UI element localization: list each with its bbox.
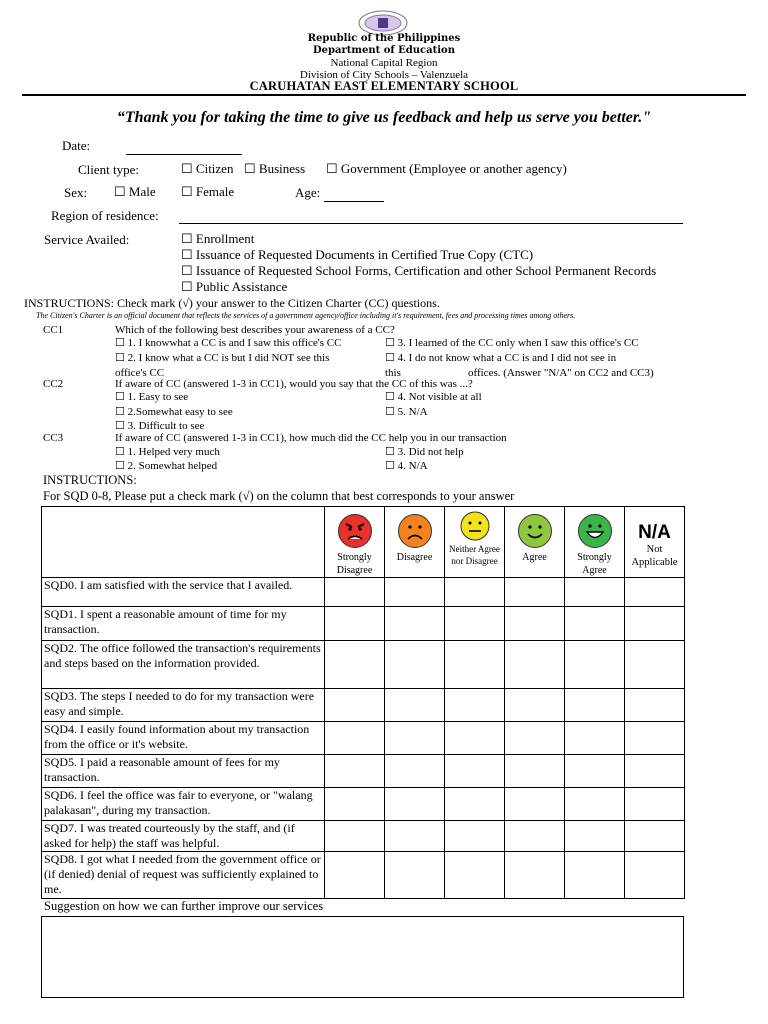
header-department: Department of Education: [313, 45, 455, 56]
age-label: Age:: [295, 185, 321, 200]
col-label-not-applicable: Not Applicable: [631, 544, 678, 568]
cc-instructions: INSTRUCTIONS: Check mark (√) your answer to the Citizen Charter (CC) questions.: [24, 296, 440, 310]
sad-face-icon: [397, 513, 433, 549]
sqd-answer-cell[interactable]: [445, 689, 505, 722]
sqd-answer-cell[interactable]: [505, 788, 565, 821]
na-title: N/A: [638, 522, 671, 543]
region-field[interactable]: [179, 223, 683, 224]
sqd-answer-cell[interactable]: [325, 821, 385, 852]
col-agree: [505, 507, 565, 578]
checkbox[interactable]: ☐: [115, 420, 125, 432]
col-label-disagree: Disagree: [396, 552, 433, 563]
sqd-answer-cell[interactable]: [385, 755, 445, 788]
cc1-option-3[interactable]: ☐ 3. I learned of the CC only when I saw this office's CC: [385, 337, 639, 349]
checkbox[interactable]: ☐: [181, 247, 193, 262]
sqd-answer-cell[interactable]: [445, 755, 505, 788]
client-citizen-option[interactable]: ☐ Citizen: [181, 161, 234, 176]
header-republic: Republic of the Philippines: [307, 33, 461, 44]
checkbox[interactable]: ☐: [181, 231, 193, 246]
col-label-strongly-disagree: Strongly Disagree: [336, 552, 373, 576]
cc3-option-3[interactable]: ☐ 3. Did not help: [385, 446, 464, 458]
checkbox[interactable]: ☐: [181, 279, 193, 294]
sqd-answer-cell[interactable]: [505, 689, 565, 722]
client-type-label: Client type:: [78, 162, 140, 177]
header-divider: [22, 94, 746, 96]
cc3-option-4[interactable]: ☐ 4. N/A: [385, 460, 428, 472]
checkbox[interactable]: ☐: [115, 406, 125, 418]
col-strongly-agree: [565, 507, 625, 578]
sqd-answer-cell[interactable]: [625, 755, 685, 788]
age-field[interactable]: [324, 201, 384, 202]
sqd-answer-cell[interactable]: [565, 689, 625, 722]
sqd-question: SQD6. I feel the office was fair to everyone, or "walang palakasan", during my transaction.: [42, 788, 325, 821]
col-neither: [445, 507, 505, 578]
cc1-option-4[interactable]: ☐ 4. I do not know what a CC is and I did not see in: [385, 352, 617, 364]
sqd-instructions: INSTRUCTIONS:: [43, 473, 137, 487]
sqd-answer-cell[interactable]: [325, 607, 385, 641]
sqd-question: SQD8. I got what I needed from the government office or (if denied) denial of request was sufficiently explained to me.: [42, 852, 325, 899]
angry-face-icon: [337, 513, 373, 549]
sqd-header-blank: [42, 507, 325, 578]
region-label: Region of residence:: [51, 208, 159, 223]
sqd-answer-cell[interactable]: [565, 788, 625, 821]
col-label-strongly-agree: Strongly Agree: [577, 552, 612, 576]
sqd-answer-cell[interactable]: [385, 689, 445, 722]
cc2-option-5[interactable]: ☐ 5. N/A: [385, 406, 428, 418]
col-disagree: [385, 507, 445, 578]
cc2-label: CC2: [43, 378, 64, 390]
sqd-row: [42, 722, 685, 755]
service-option-school-forms[interactable]: ☐ Issuance of Requested School Forms, Certification and other School Permanent Records: [181, 263, 657, 278]
cc1-option-4-cont-b: offices. (Answer "N/A" on CC2 and CC3): [468, 367, 654, 379]
sqd-question: SQD7. I was treated courteously by the staff, and (if asked for help) the staff was helpful.: [42, 821, 325, 852]
cc3-question: If aware of CC (answered 1-3 in CC1), how much did the CC help you in our transaction: [115, 432, 507, 444]
cc1-label: CC1: [43, 324, 64, 336]
sqd-answer-cell[interactable]: [325, 578, 385, 607]
sqd-table: [41, 506, 685, 899]
thank-you-message: “Thank you for taking the time to give us feedback and help us serve you better.": [116, 109, 652, 126]
col-strongly-disagree: [325, 507, 385, 578]
col-label-agree: Agree: [522, 552, 547, 563]
sqd-answer-cell[interactable]: [385, 821, 445, 852]
school-name: CARUHATAN EAST ELEMENTARY SCHOOL: [249, 79, 519, 93]
header-division: Division of City Schools – Valenzuela: [299, 69, 469, 81]
sqd-answer-cell[interactable]: [445, 641, 505, 689]
col-label-neither: Neither Agree nor Disagree: [449, 544, 500, 566]
sqd-question: SQD4. I easily found information about my transaction from the office or it's website.: [42, 722, 325, 755]
sqd-answer-cell[interactable]: [625, 607, 685, 641]
sqd-answer-cell[interactable]: [445, 788, 505, 821]
checkbox[interactable]: ☐: [115, 391, 125, 403]
sqd-row: [42, 607, 685, 641]
checkbox[interactable]: ☐: [181, 161, 193, 176]
sqd-answer-cell[interactable]: [565, 852, 625, 899]
service-option-ctc[interactable]: ☐ Issuance of Requested Documents in Certified True Copy (CTC): [181, 247, 534, 262]
checkbox[interactable]: ☐: [385, 406, 395, 418]
sqd-answer-cell[interactable]: [325, 689, 385, 722]
checkbox[interactable]: ☐: [385, 391, 395, 403]
client-business-option[interactable]: ☐ Business: [244, 161, 306, 176]
checkbox[interactable]: ☐: [385, 460, 395, 472]
sqd-answer-cell[interactable]: [565, 821, 625, 852]
sqd-answer-cell[interactable]: [325, 755, 385, 788]
neutral-face-icon: [457, 511, 493, 541]
sex-female-option[interactable]: ☐ Female: [181, 184, 235, 199]
sqd-row: [42, 641, 685, 689]
sqd-answer-cell[interactable]: [445, 722, 505, 755]
sqd-answer-cell[interactable]: [445, 852, 505, 899]
date-field[interactable]: [126, 154, 242, 155]
sqd-answer-cell[interactable]: [625, 641, 685, 689]
checkbox[interactable]: ☐: [385, 337, 395, 349]
sqd-row: [42, 821, 685, 852]
sqd-answer-cell[interactable]: [385, 852, 445, 899]
sqd-question: SQD1. I spent a reasonable amount of time for my transaction.: [42, 607, 325, 641]
service-option-enrollment[interactable]: ☐ Enrollment: [181, 231, 255, 246]
sqd-answer-cell[interactable]: [505, 755, 565, 788]
sqd-answer-cell[interactable]: [505, 607, 565, 641]
sqd-answer-cell[interactable]: [625, 689, 685, 722]
sqd-subtitle: For SQD 0-8, Please put a check mark (√) on the column that best corresponds to your answer: [43, 489, 515, 503]
checkbox[interactable]: ☐: [115, 460, 125, 472]
sqd-question: SQD2. The office followed the transaction's requirements and steps based on the information provided.: [42, 641, 325, 689]
sqd-answer-cell[interactable]: [625, 821, 685, 852]
sqd-answer-cell[interactable]: [625, 722, 685, 755]
sqd-answer-cell[interactable]: [445, 578, 505, 607]
sqd-answer-cell[interactable]: [625, 852, 685, 899]
cc2-option-2[interactable]: ☐ 2.Somewhat easy to see: [115, 406, 233, 418]
sqd-row: [42, 788, 685, 821]
sqd-answer-cell[interactable]: [385, 722, 445, 755]
col-not-applicable: [625, 507, 685, 578]
cc-note: The Citizen's Charter is an official document that reflects the services of a government agency/office including it's requirement, fees and processing times among others.: [36, 311, 576, 320]
checkbox[interactable]: ☐: [385, 446, 395, 458]
checkbox[interactable]: ☐: [181, 184, 193, 199]
sqd-answer-cell[interactable]: [385, 607, 445, 641]
grin-face-icon: [577, 513, 613, 549]
sqd-answer-cell[interactable]: [505, 578, 565, 607]
cc1-option-1[interactable]: ☐ 1. I knowwhat a CC is and I saw this office's CC: [115, 337, 342, 349]
checkbox[interactable]: ☐: [244, 161, 256, 176]
sqd-row: [42, 755, 685, 788]
sqd-answer-cell[interactable]: [565, 578, 625, 607]
checkbox[interactable]: ☐: [114, 184, 126, 199]
sqd-answer-cell[interactable]: [385, 788, 445, 821]
checkbox[interactable]: ☐: [181, 263, 193, 278]
cc1-question: Which of the following best describes your awareness of a CC?: [115, 324, 395, 336]
sqd-answer-cell[interactable]: [325, 641, 385, 689]
client-government-option[interactable]: ☐ Government (Employee or another agency): [326, 161, 567, 176]
date-label: Date:: [62, 138, 91, 153]
checkbox[interactable]: ☐: [326, 161, 338, 176]
cc1-option-4-cont-a: this: [385, 367, 401, 379]
sqd-answer-cell[interactable]: [385, 641, 445, 689]
sqd-answer-cell[interactable]: [505, 641, 565, 689]
suggestion-label: Suggestion on how we can further improve our services: [44, 899, 324, 913]
sqd-row: [42, 689, 685, 722]
sqd-answer-cell[interactable]: [625, 578, 685, 607]
sqd-answer-cell[interactable]: [505, 852, 565, 899]
checkbox[interactable]: ☐: [115, 446, 125, 458]
sqd-answer-cell[interactable]: [505, 821, 565, 852]
cc1-option-2[interactable]: ☐ 2. I know what a CC is but I did NOT see this: [115, 352, 330, 364]
checkbox[interactable]: ☐: [115, 337, 125, 349]
sex-label: Sex:: [64, 185, 88, 200]
cc3-option-1[interactable]: ☐ 1. Helped very much: [115, 446, 220, 458]
suggestion-box[interactable]: [41, 916, 684, 998]
cc2-option-3[interactable]: ☐ 3. Difficult to see: [115, 420, 205, 432]
sqd-question: SQD0. I am satisfied with the service that I availed.: [42, 578, 325, 607]
sqd-answer-cell[interactable]: [565, 607, 625, 641]
sqd-answer-cell[interactable]: [385, 578, 445, 607]
sqd-answer-cell[interactable]: [325, 722, 385, 755]
service-option-public-assistance[interactable]: ☐ Public Assistance: [181, 279, 288, 294]
checkbox[interactable]: ☐: [385, 352, 395, 364]
sqd-answer-cell[interactable]: [505, 722, 565, 755]
sqd-answer-cell[interactable]: [565, 755, 625, 788]
sqd-question: SQD3. The steps I needed to do for my transaction were easy and simple.: [42, 689, 325, 722]
sqd-row: [42, 578, 685, 607]
cc3-label: CC3: [43, 432, 64, 444]
cc2-option-1[interactable]: ☐ 1. Easy to see: [115, 391, 189, 403]
sqd-answer-cell[interactable]: [625, 788, 685, 821]
checkbox[interactable]: ☐: [115, 352, 125, 364]
cc1-option-2-cont: office's CC: [115, 367, 165, 379]
cc2-question: If aware of CC (answered 1-3 in CC1), would you say that the CC of this was ...?: [115, 378, 473, 390]
sqd-answer-cell[interactable]: [445, 607, 505, 641]
sqd-answer-cell[interactable]: [565, 641, 625, 689]
sqd-answer-cell[interactable]: [565, 722, 625, 755]
sqd-answer-cell[interactable]: [325, 788, 385, 821]
sqd-question: SQD5. I paid a reasonable amount of fees for my transaction.: [42, 755, 325, 788]
smile-face-icon: [517, 513, 553, 549]
sqd-header-row: [42, 507, 685, 578]
sex-male-option[interactable]: ☐ Male: [114, 184, 156, 199]
service-label: Service Availed:: [44, 232, 130, 247]
header-region: National Capital Region: [330, 57, 438, 69]
sqd-answer-cell[interactable]: [445, 821, 505, 852]
sqd-row: [42, 852, 685, 899]
cc3-option-2[interactable]: ☐ 2. Somewhat helped: [115, 460, 218, 472]
sqd-answer-cell[interactable]: [325, 852, 385, 899]
cc2-option-4[interactable]: ☐ 4. Not visible at all: [385, 391, 482, 403]
